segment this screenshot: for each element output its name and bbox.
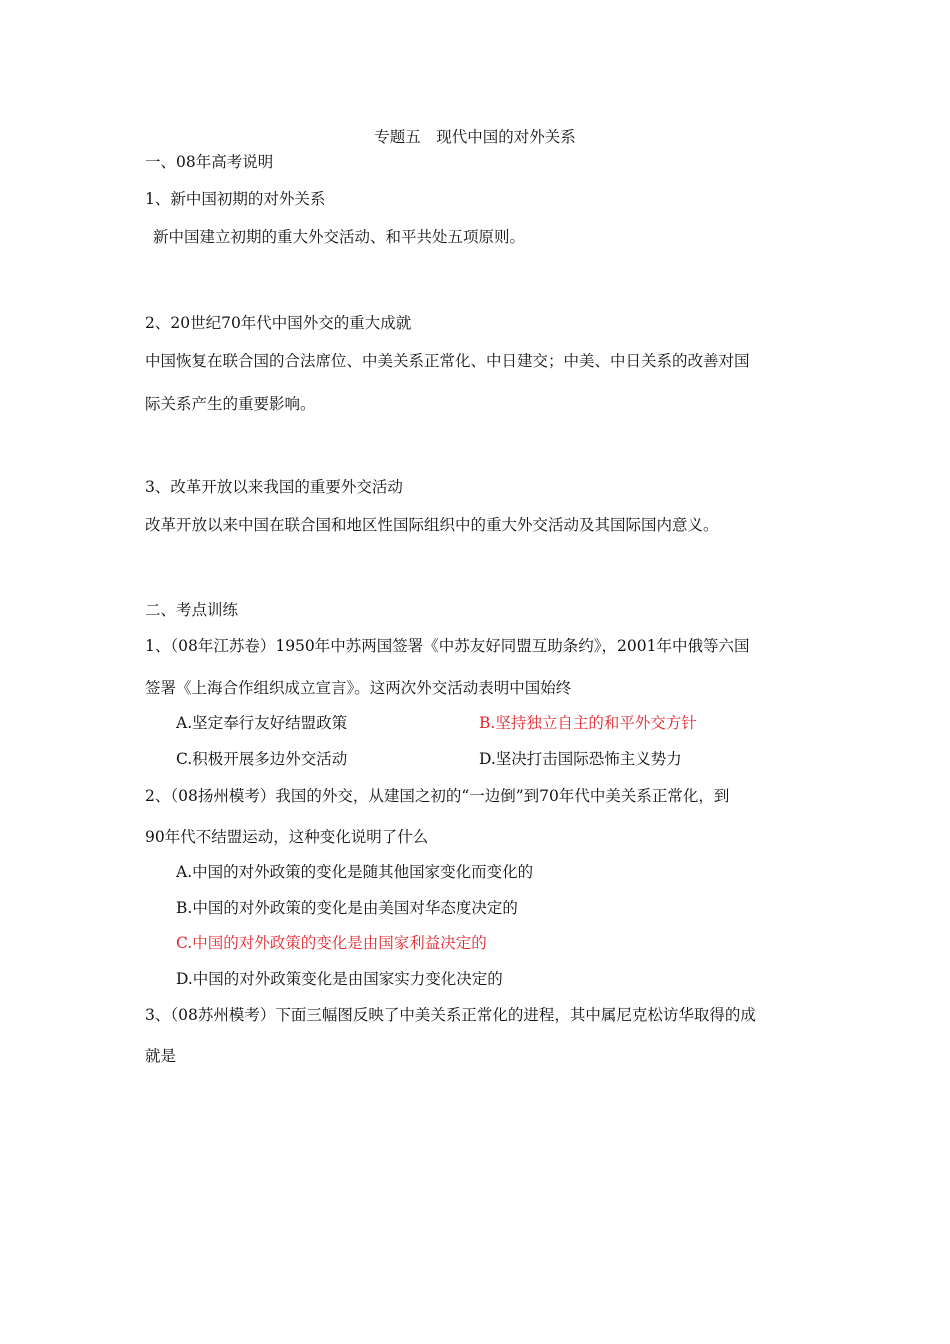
q2-option-a: A.中国的对外政策的变化是随其他国家变化而变化的 (176, 863, 534, 881)
q1-option-d: D.坚决打击国际恐怖主义势力 (479, 750, 682, 768)
q2-option-b: B.中国的对外政策的变化是由美国对华态度决定的 (176, 899, 518, 917)
page-title: 专题五 现代中国的对外关系 (374, 128, 576, 146)
q2-option-c-answer: C.中国的对外政策的变化是由国家利益决定的 (176, 934, 487, 952)
item2-heading: 2、20世纪70年代中国外交的重大成就 (145, 314, 412, 332)
q2-stem-line2: 90年代不结盟运动，这种变化说明了什么 (145, 828, 429, 846)
item3-heading: 3、改革开放以来我国的重要外交活动 (145, 478, 403, 496)
q3-stem-line2: 就是 (145, 1047, 177, 1065)
q1-option-c: C.积极开展多边外交活动 (176, 750, 348, 768)
section2-heading: 二、考点训练 (145, 601, 239, 619)
q2-stem-line1: 2、（08扬州模考）我国的外交，从建国之初的“一边倒”到70年代中美关系正常化，到 (145, 787, 730, 805)
q1-stem-line1: 1、（08年江苏卷）1950年中苏两国签署《中苏友好同盟互助条约》，2001年中俄等六国 (145, 637, 750, 655)
q2-option-d: D.中国的对外政策变化是由国家实力变化决定的 (176, 970, 503, 988)
q1-option-b-answer: B.坚持独立自主的和平外交方针 (479, 714, 697, 732)
item2-text-line1: 中国恢复在联合国的合法席位、中美关系正常化、中日建交；中美、中日关系的改善对国 (145, 352, 750, 370)
item2-text-line2: 际关系产生的重要影响。 (145, 395, 316, 413)
item1-heading: 1、新中国初期的对外关系 (145, 190, 326, 208)
item1-text: 新中国建立初期的重大外交活动、和平共处五项原则。 (153, 228, 526, 246)
q1-stem-line2: 签署《上海合作组织成立宣言》。这两次外交活动表明中国始终 (145, 679, 572, 697)
q3-stem-line1: 3、（08苏州模考）下面三幅图反映了中美关系正常化的进程，其中属尼克松访华取得的成 (145, 1006, 756, 1024)
q1-option-a: A.坚定奉行友好结盟政策 (176, 714, 348, 732)
item3-text: 改革开放以来中国在联合国和地区性国际组织中的重大外交活动及其国际国内意义。 (145, 516, 719, 534)
section1-heading: 一、08年高考说明 (145, 153, 274, 171)
